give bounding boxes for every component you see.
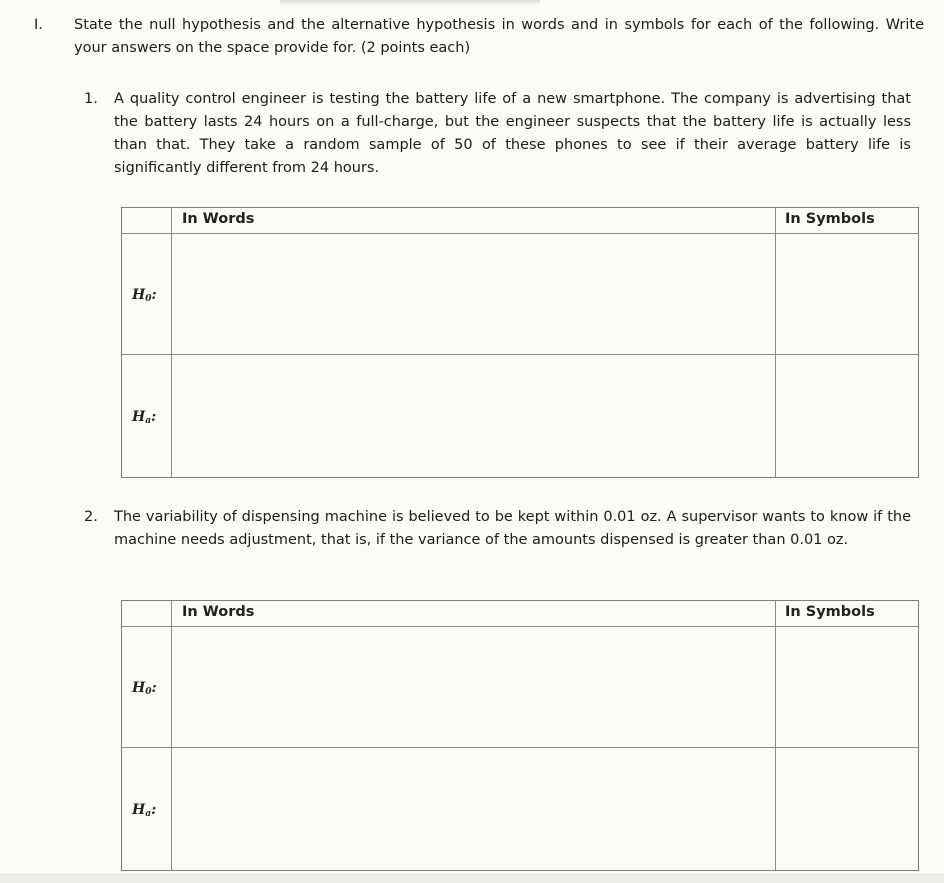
alternative-hypothesis-label: $H_a$: — [132, 409, 157, 426]
page-bottom-edge — [0, 873, 944, 883]
question-number: 2. — [84, 509, 98, 525]
alternative-hypothesis-label: $H_a$: — [132, 802, 157, 819]
question-text: A quality control engineer is testing the battery life of a new smartphone. The company is advertising that the battery lasts 24 hours on a full-charge, but the engineer suspects that the battery life is actually less than that. They take a random sample of 50 of these phones to see if their average battery life is significantly different from 24 hours. — [114, 91, 911, 176]
question-number: 1. — [84, 91, 98, 107]
column-header-in-words: In Words — [182, 211, 255, 227]
question-text: The variability of dispensing machine is believed to be kept within 0.01 oz. A supervisor wants to know if the machine needs adjustment, that is, if the variance of the amounts dispensed is greater than 0.01 oz. — [114, 509, 911, 548]
null-hypothesis-label: $H_0$: — [132, 680, 157, 697]
column-header-in-symbols: In Symbols — [785, 604, 875, 620]
hypothesis-table-2 — [121, 600, 919, 871]
section-instructions: State the null hypothesis and the alternative hypothesis in words and in symbols for each of the following. Write your answers on the space provide for. (2 points each) — [74, 17, 924, 56]
null-hypothesis-label: $H_0$: — [132, 287, 157, 304]
column-header-in-symbols: In Symbols — [785, 211, 875, 227]
column-header-in-words: In Words — [182, 604, 255, 620]
section-number: I. — [34, 17, 43, 33]
hypothesis-table-1 — [121, 207, 919, 478]
scan-shadow — [280, 0, 540, 5]
